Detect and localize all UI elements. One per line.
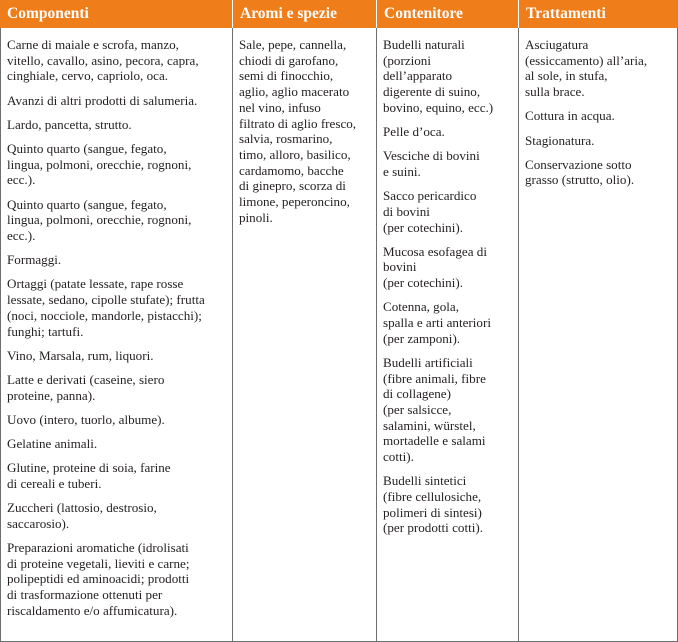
contenitore-item: Cotenna, gola, spalla e arti anteriori (per zamponi). bbox=[383, 299, 491, 346]
contenitore-item: Budelli sintetici (fibre cellulosiche, polimeri di sintesi) (per prodotti cotti). bbox=[383, 473, 483, 536]
column-aromi bbox=[233, 28, 377, 641]
componenti-item: Preparazioni aromatiche (idrolisati di proteine vegetali, lieviti e carne; polipeptidi ed aminoacidi; prodotti di trasformazione ottenuti per riscaldamento e/o affumicatura). bbox=[7, 540, 190, 618]
componenti-item: Quinto quarto (sangue, fegato, lingua, polmoni, orecchie, rognoni, ecc.). bbox=[7, 141, 192, 188]
table-header bbox=[0, 0, 678, 28]
componenti-item: Quinto quarto (sangue, fegato, lingua, polmoni, orecchie, rognoni, ecc.). bbox=[7, 196, 192, 244]
contenitore-item: Pelle d’oca. bbox=[383, 124, 445, 140]
componenti-item: Ortaggi (patate lessate, rape rosse lessate, sedano, cipolle stufate); frutta (noci, nocciole, mandorle, pistacchi); funghi; tartufi. bbox=[7, 276, 205, 339]
componenti-item: Uovo (intero, tuorlo, albume). bbox=[7, 411, 165, 427]
contenitore-item: Budelli artificiali (fibre animali, fibre di collagene) (per salsicce, salamini, würstel, mortadelle e salami cotti). bbox=[383, 354, 486, 465]
trattamenti-item: Conservazione sotto grasso (strutto, olio). bbox=[525, 156, 635, 188]
header-trattamenti: Trattamenti bbox=[526, 5, 606, 22]
componenti-item: Latte e derivati (caseine, siero proteine, panna). bbox=[7, 371, 165, 403]
column-contenitore bbox=[377, 28, 519, 641]
componenti-item: Formaggi. bbox=[7, 252, 62, 268]
table-body bbox=[0, 28, 678, 642]
column-trattamenti bbox=[519, 28, 678, 641]
column-componenti bbox=[0, 28, 233, 641]
header-contenitore: Contenitore bbox=[377, 0, 519, 28]
componenti-item: Glutine, proteine di soia, farine di cereali e tuberi. bbox=[7, 460, 171, 491]
componenti-item: Carne di maiale e scrofa, manzo, vitello, cavallo, asino, pecora, capra, cinghiale, cervo, capriolo, oca. bbox=[7, 37, 199, 84]
componenti-item: Vino, Marsala, rum, liquori. bbox=[7, 347, 154, 363]
aromi-item: Sale, pepe, cannella, chiodi di garofano, semi di finocchio, aglio, aglio macerato nel vino, infuso filtrato di aglio fresco, salvia, rosmarino, timo, alloro, basilico, cardamomo, bacche di ginepro, scorza di limone, peperoncino, pinoli. bbox=[239, 37, 357, 225]
contenitore-item: Vesciche di bovini e suini. bbox=[383, 148, 480, 179]
header-aromi: Aromi e spezie bbox=[233, 0, 377, 28]
componenti-item: Lardo, pancetta, strutto. bbox=[7, 116, 132, 132]
trattamenti-item: Asciugatura (essiccamento) all’aria, al sole, in stufa, sulla brace. bbox=[525, 37, 648, 100]
trattamenti-item: Stagionatura. bbox=[525, 132, 595, 148]
contenitore-item: Budelli naturali (porzioni dell’apparato digerente di suino, bovino, equino, ecc.) bbox=[383, 37, 494, 115]
componenti-item: Avanzi di altri prodotti di salumeria. bbox=[7, 92, 198, 108]
contenitore-item: Sacco pericardico di bovini (per cotechini). bbox=[383, 188, 477, 235]
contenitore-item: Mucosa esofagea di bovini (per cotechini). bbox=[383, 243, 487, 291]
header-componenti: Componenti bbox=[0, 0, 233, 28]
componenti-item: Gelatine animali. bbox=[7, 436, 98, 452]
trattamenti-item: Cottura in acqua. bbox=[525, 108, 615, 124]
componenti-item: Zuccheri (lattosio, destrosio, saccarosio). bbox=[7, 500, 157, 531]
